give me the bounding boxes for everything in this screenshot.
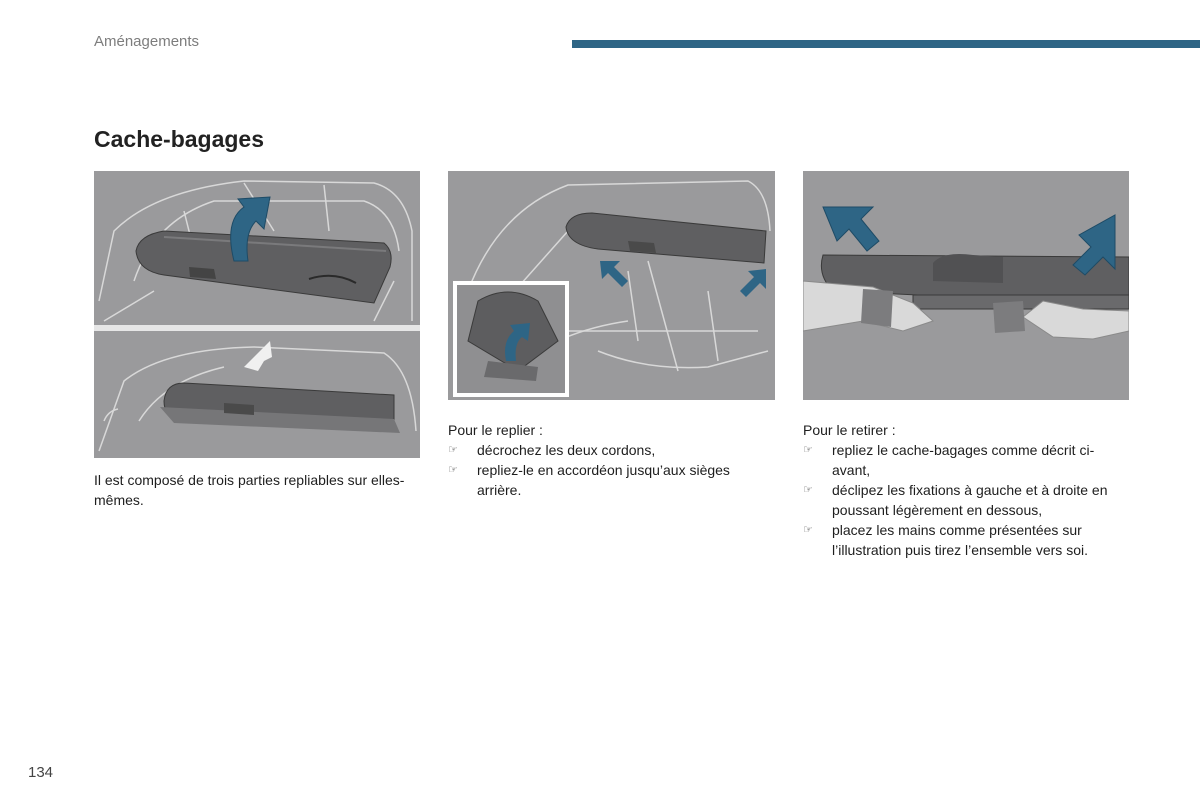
pointing-hand-icon: ☞ (803, 484, 813, 496)
column-1-text (94, 470, 420, 510)
remove-intro: Pour le retirer : (803, 422, 896, 438)
cover-description: Il est composé de trois parties repliables sur elles-mêmes. (94, 472, 405, 508)
page-title: Cache-bagages (94, 126, 265, 152)
column-2-text (448, 420, 775, 500)
list-item (803, 480, 1129, 520)
illustration-remove-cover (803, 171, 1129, 400)
step-text: décrochez les deux cordons, (477, 442, 656, 458)
pointing-hand-icon: ☞ (448, 464, 458, 476)
illustration-cover-parts (94, 171, 420, 458)
column-3-text (803, 420, 1129, 560)
fold-intro: Pour le replier : (448, 422, 543, 438)
section-label: Aménagements (94, 33, 200, 50)
page-number: 134 (28, 764, 54, 781)
list-item (803, 520, 1129, 560)
step-text: placez les mains comme présentées sur l’illustration puis tirez l’ensemble vers soi. (832, 522, 1088, 558)
step-text: déclipez les fixations à gauche et à droite en poussant légèrement en dessous, (832, 482, 1108, 518)
step-text: repliez-le en accordéon jusqu’aux sièges arrière. (477, 462, 730, 498)
pointing-hand-icon: ☞ (803, 524, 813, 536)
pointing-hand-icon: ☞ (803, 444, 813, 456)
header-accent-bar (572, 40, 1200, 48)
illustration-fold-cover (448, 171, 775, 400)
remove-steps (803, 440, 1129, 560)
fold-steps (448, 440, 775, 500)
list-item (448, 440, 775, 460)
step-text: repliez le cache-bagages comme décrit ci-avant, (832, 442, 1095, 478)
list-item (448, 460, 775, 500)
pointing-hand-icon: ☞ (448, 444, 458, 456)
list-item (803, 440, 1129, 480)
